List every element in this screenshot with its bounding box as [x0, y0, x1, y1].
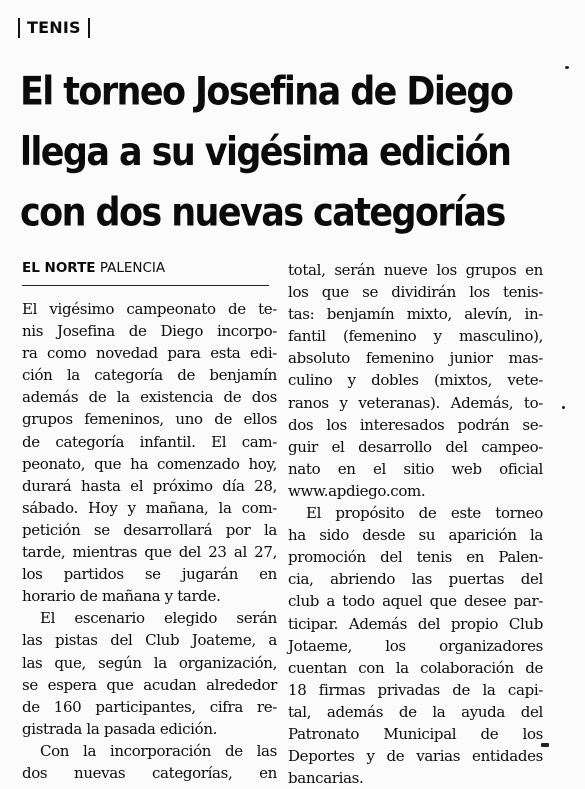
body-line: tal, además de la ayuda del [288, 702, 543, 721]
headline-line-3: con dos nuevas categorías [20, 190, 505, 236]
body-line: ra como novedad para esta edi- [22, 344, 277, 363]
section-divider-right [88, 18, 90, 38]
body-line: El propósito de este torneo [306, 504, 543, 523]
body-line: grupos femeninos, uno de ellos [22, 410, 277, 429]
body-line: ranos y veteranas). Además, to- [288, 393, 543, 412]
section-tag [18, 18, 90, 38]
body-line: tas: benjamín mixto, alevín, in- [288, 305, 543, 324]
byline [22, 259, 269, 286]
headline [20, 62, 570, 243]
body-line: de categoría infantil. El cam- [22, 432, 277, 451]
body-line: Patronato Municipal de los [288, 724, 543, 743]
body-line: sábado. Hoy y mañana, la com- [22, 498, 277, 517]
body-line: 18 firmas privadas de la capi- [288, 680, 543, 699]
body-line: El vigésimo campeonato de te- [22, 300, 277, 318]
scan-speck [541, 743, 549, 747]
body-line: gistrada la pasada edición. [22, 719, 218, 738]
body-line: de 160 participantes, cifra re- [22, 697, 277, 716]
body-line: nato en el sitio web oficial [288, 459, 543, 478]
body-line: dos nuevas categorías, en [22, 763, 277, 782]
body-line: club a todo aquel que desee par- [288, 592, 543, 611]
body-line: cia, abriendo las puertas del [288, 570, 543, 589]
byline-city: PALENCIA [99, 260, 166, 276]
scan-speck [562, 406, 565, 409]
body-line: nis Josefina de Diego incorpo- [22, 322, 277, 341]
section-divider-left [18, 18, 20, 38]
body-line: El escenario elegido serán [40, 609, 277, 628]
headline-line-2: llega a su vigésima edición [20, 130, 511, 176]
body-line: durará hasta el próximo día 28, [22, 476, 277, 495]
body-line: Jotaeme, los organizadores [288, 636, 543, 655]
body-line: bancarias. [288, 769, 364, 788]
body-line: ción la categoría de benjamín [22, 366, 277, 385]
body-line: guir el desarrollo del campeo- [288, 437, 543, 456]
body-line: los que se dividirán los tenis- [288, 283, 543, 302]
body-line: promoción del tenis en Palen- [288, 548, 543, 567]
body-line: ha sido desde su aparición la [288, 526, 543, 545]
byline-agency: EL NORTE [22, 260, 96, 276]
body-line: fantil (femenino y masculino), [288, 327, 543, 346]
body-line: además de la existencia de dos [22, 388, 277, 407]
body-line: los partidos se jugarán en [22, 565, 277, 584]
body-line: horario de mañana y tarde. [22, 587, 221, 606]
section-label: TENIS [27, 18, 81, 37]
body-line: tarde, mientras que del 23 al 27, [22, 543, 277, 562]
body-line: se espera que acudan alrededor [22, 675, 277, 694]
body-line: Con la incorporación de las [40, 741, 277, 760]
body-line: culino y dobles (mixtos, vete- [288, 371, 543, 390]
body-line: las pistas del Club Joateme, a [22, 631, 277, 650]
body-line: petición se desarrollará por la [22, 520, 277, 539]
article-column-right [288, 259, 543, 789]
body-line: Deportes y de varias entidades [288, 747, 543, 766]
body-line: ticipar. Además del propio Club [288, 614, 543, 633]
scan-speck [565, 66, 569, 69]
body-line: www.apdiego.com. [288, 481, 426, 500]
body-line: cuentan con la colaboración de [288, 658, 543, 677]
body-line: las que, según la organización, [22, 653, 277, 672]
headline-line-1: El torneo Josefina de Diego [20, 69, 513, 115]
body-line: absoluto femenino junior mas- [288, 349, 543, 368]
body-line: peonato, que ha comenzado hoy, [22, 454, 277, 473]
article-column-left [22, 298, 277, 784]
body-line: dos los interesados podrán se- [288, 415, 543, 434]
body-line: total, serán nueve los grupos en [288, 261, 543, 279]
